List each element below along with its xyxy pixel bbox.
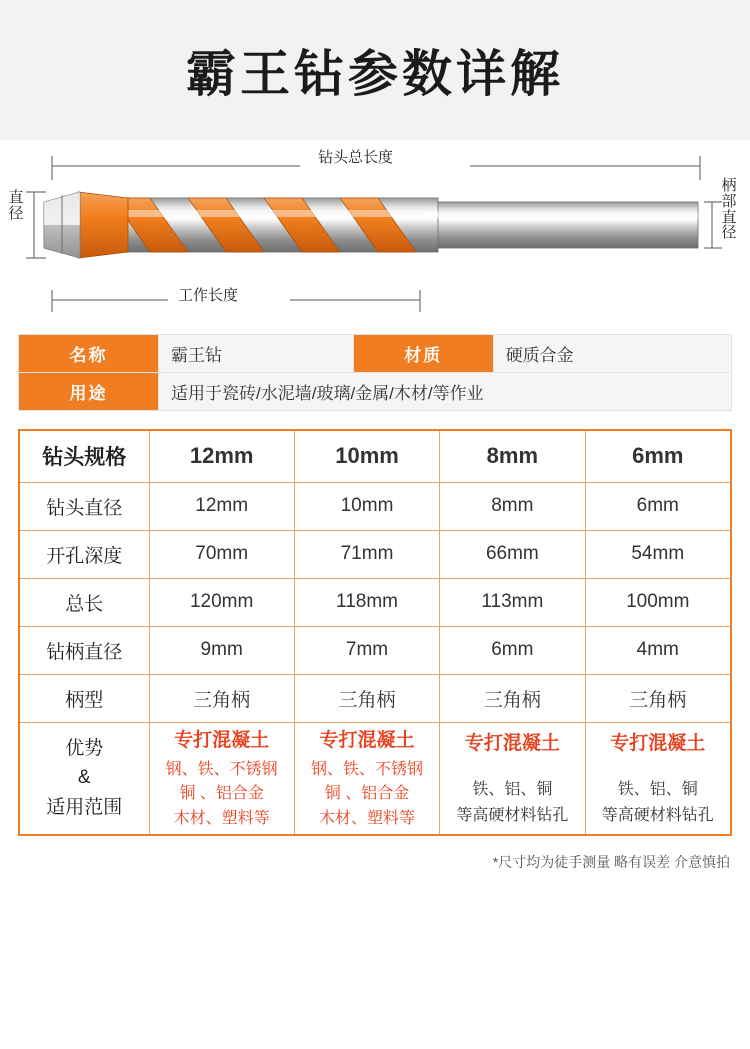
footnote: *尺寸均为徒手测量 略有误差 介意慎拍 [492,853,730,870]
advantage-cell [585,722,731,835]
advantage-main: 专打混凝土 [610,733,706,755]
info-value-name: 霸王钻 [159,335,354,373]
spec-cell: 12mm [149,430,294,482]
spec-cell: 100mm [585,578,731,626]
advantage-head-line1: 优势 [65,738,104,760]
spec-row-head: 柄型 [19,674,149,722]
info-row-usage [19,373,732,411]
table-row [19,530,731,578]
spec-cell: 三角柄 [585,674,731,722]
table-row-advantage [19,722,731,835]
advantage-sub: 铁、铝、铜 [472,781,553,799]
advantage-cell [440,722,585,835]
spec-cell: 12mm [149,482,294,530]
table-row [19,430,731,482]
advantage-cell [294,722,439,835]
total-length-label: 钻头总长度 [318,149,394,166]
info-value-material: 硬质合金 [493,335,731,373]
spec-row-head: 开孔深度 [19,530,149,578]
info-label-name: 名称 [19,335,159,373]
page-title: 霸王钻参数详解 [186,46,564,102]
product-info-table [18,334,732,411]
spec-cell: 54mm [585,530,731,578]
spec-cell: 8mm [440,482,585,530]
spec-cell: 8mm [440,430,585,482]
info-label-usage: 用途 [19,373,159,411]
diameter-label: 直径 [8,189,24,222]
table-row [19,482,731,530]
spec-cell: 4mm [585,626,731,674]
spec-cell: 9mm [149,626,294,674]
shank-diameter-label: 柄部直径 [721,177,737,242]
table-row [19,674,731,722]
info-value-usage: 适用于瓷砖/水泥墙/玻璃/金属/木材/等作业 [159,373,732,411]
advantage-main: 专打混凝土 [464,733,560,755]
drill-bit-diagram [0,140,750,320]
spec-cell: 70mm [149,530,294,578]
advantage-sub: 等高硬材料钻孔 [601,806,714,824]
spec-cell: 120mm [149,578,294,626]
spec-cell: 71mm [294,530,439,578]
spec-cell: 10mm [294,482,439,530]
spec-cell: 6mm [585,430,731,482]
advantage-cell [149,722,294,835]
info-row-name-material [19,335,732,373]
advantage-sub: 钢、铁、不锈钢 [165,760,278,778]
spec-cell: 7mm [294,626,439,674]
advantage-main: 专打混凝土 [174,729,270,751]
table-row [19,626,731,674]
spec-table [18,429,732,836]
advantage-sub: 木材、塑料等 [173,810,270,828]
spec-table-wrap [18,429,732,836]
working-length-label: 工作长度 [178,287,239,304]
spec-cell: 三角柄 [149,674,294,722]
spec-cell: 10mm [294,430,439,482]
page-header [0,0,750,140]
info-label-material: 材质 [353,335,493,373]
table-row [19,578,731,626]
drill-bit-illustration [0,140,750,320]
spec-cell: 118mm [294,578,439,626]
spec-row-head: 钻头规格 [19,430,149,482]
spec-cell: 三角柄 [440,674,585,722]
advantage-sub: 等高硬材料钻孔 [456,806,569,824]
advantage-sub: 铜 、铝合金 [179,785,264,803]
advantage-main: 专打混凝土 [319,729,415,751]
advantage-sub: 木材、塑料等 [319,810,416,828]
spec-row-head: 钻柄直径 [19,626,149,674]
spec-cell: 113mm [440,578,585,626]
advantage-sub: 钢、铁、不锈钢 [311,760,424,778]
spec-row-head: 钻头直径 [19,482,149,530]
spec-cell: 6mm [585,482,731,530]
spec-row-head: 总长 [19,578,149,626]
advantage-row-head [19,722,149,835]
spec-cell: 三角柄 [294,674,439,722]
advantage-head-line2: & [77,767,91,789]
spec-cell: 6mm [440,626,585,674]
spec-cell: 66mm [440,530,585,578]
advantage-sub: 铁、铝、铜 [617,781,698,799]
advantage-sub: 铜 、铝合金 [324,785,410,803]
advantage-head-line3: 适用范围 [46,796,123,818]
